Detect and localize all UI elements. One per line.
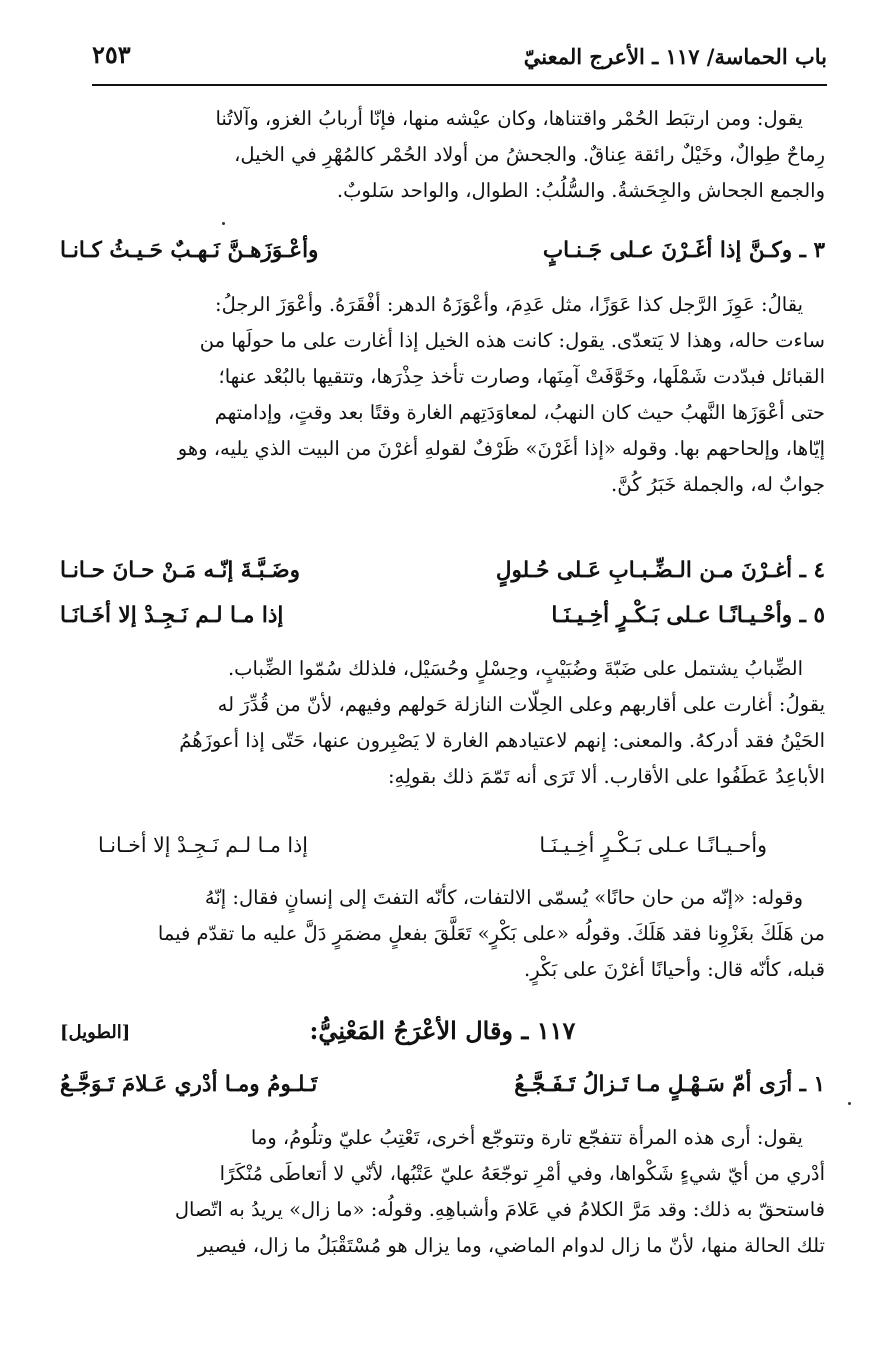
quoted-verse <box>98 833 767 869</box>
text-line: ساءت حاله، وهذا لا يَتعدّى. يقول: كانت هذه الخيل إذا أغارت على ما حولَها من <box>199 329 825 352</box>
text-line: يقول: ومن ارتبَط الحُمْر واقتناها، وكان عيْشه منها، فإنّا أربابُ الغزو، وآلاتُنا <box>215 107 803 130</box>
verse-first-hemistich: وأحـيـانًـا عـلى بَـكْـرٍ أخِـيـنَـا <box>539 833 767 857</box>
section-heading <box>60 1014 825 1058</box>
running-title: باب الحماسة/ ١١٧ ـ الأعرج المعنيّ <box>523 44 827 69</box>
commentary-paragraph-1 <box>60 101 825 209</box>
text-line: يقول: أرى هذه المرأة تتفجّع تارة وتتوجّع أخرى، تَعْتِبُ عليّ وتلُومُ، وما <box>250 1126 803 1149</box>
verse-4 <box>60 558 825 594</box>
text-line: والجمع الجحاش والجِحَشةُ. والسُّلُبُ: الطوال، والواحد سَلوبٌ. <box>336 179 825 202</box>
verse-first-hemistich: ٤ ـ أغـرْنَ مـن الـضِّـبـابِ عَـلى حُـلولٍ <box>495 558 825 583</box>
text-line: الحَيْنُ فقد أدركهُ. والمعنى: إنهم لاعتيادهم الغارة لا يَصْبِرون عنها، حَتّى إذا أعوزَهُمُ <box>179 729 825 752</box>
verse-first-hemistich: ١ ـ أرَى أمّ سَـهْـلٍ مـا تَـزالُ تَـفَـجَّـعُ <box>514 1072 825 1097</box>
commentary-paragraph-5 <box>60 1120 825 1264</box>
print-speck <box>222 222 225 225</box>
text-line: الأباعِدُ عَطَفُوا على الأقارب. ألا تَرَى أنه تَمّمَ ذلك بقولِهِ: <box>387 765 825 788</box>
text-line: تلك الحالة منها، لأنّ ما زال لدوام الماضي، وما يزال هو مُسْتَقْبَلُ ما زال، فيصير <box>197 1234 825 1257</box>
commentary-paragraph-3 <box>60 651 825 795</box>
text-line: أدْري من أيّ شيءٍ شَكْواها، وفي أمْرِ توجّعَهُ عليّ عَتْبُها، لأنّي لا أتعاطَى مُنْكَرًا <box>219 1162 825 1185</box>
text-line: من هَلَكَ بغَزْوِنا فقد هَلَكَ. وقولُه «على بَكْرٍ» تَعَلَّقَ بفعلٍ مضمَرٍ دَلَّ عليه ما تقدّم فيما <box>157 922 825 945</box>
poetic-meter-label: [الطويل] <box>60 1022 131 1043</box>
verse-second-hemistich: وأعْـوَزَهـنَّ نَـهـبٌ حَـيـثُ كـانـا <box>60 238 319 263</box>
verse-second-hemistich: إذا مـا لـم نَـجِـدْ إلا أخـانـا <box>98 833 308 857</box>
verse-second-hemistich: تَـلـومُ ومـا أدْري عَـلامَ تَـوَجَّـعُ <box>60 1072 318 1097</box>
verse-5 <box>60 603 825 639</box>
page-header <box>92 38 827 86</box>
commentary-paragraph-2 <box>60 287 825 503</box>
text-line: جوابٌ له، والجملة خَبَرُ كُنَّ. <box>611 473 825 496</box>
page-number: ٢٥٣ <box>92 40 131 69</box>
verse-3 <box>60 238 825 274</box>
text-line: الضِّبابُ يشتمل على ضَبّةَ وضُبَيْبٍ، وحِسْلٍ وحُسَيْل، فلذلك سُمّوا الضِّباب. <box>227 657 803 680</box>
print-speck <box>848 1102 851 1105</box>
section-title: ١١٧ ـ وقال الأعْرَجُ المَعْنِيُّ: <box>309 1016 576 1045</box>
text-line: وقوله: «إنّه من حان حانًا» يُسمّى الالتفات، كأنّه التفتَ إلى إنسانٍ فقال: إنّهُ <box>204 886 803 909</box>
verse-first-hemistich: ٣ ـ وكـنَّ إذا أغَـرْنَ عـلى جَـنـابٍ <box>542 238 825 263</box>
verse-first-hemistich: ٥ ـ وأحْـيـانًـا عـلى بَـكْـرٍ أخِـيـنَـا <box>551 603 825 628</box>
verse-section-1 <box>60 1072 825 1108</box>
text-line: رِماحٌ طِوالٌ، وخَيْلٌ رائقة عِناقٌ. والجحشُ من أولاد الحُمْر كالمُهْرِ في الخيل، <box>234 143 825 166</box>
verse-second-hemistich: وضَـبَّـةَ إنّـه مَـنْ حـانَ حـانـا <box>60 558 301 583</box>
text-line: يقالُ: عَوِزَ الرَّجل كذا عَوَزًا، مثل عَدِمَ، وأعْوَزَهُ الدهر: أفْقَرَهُ. وأعْوَزَ الرجلُ: <box>215 293 803 316</box>
text-line: قبله، كأنّه قال: وأحيانًا أغرْنَ على بَكْرٍ. <box>524 958 825 981</box>
text-line: القبائل فبدّدت شَمْلَها، وخَوَّفَتْ آمِنَها، وصارت تأخذ حِذْرَها، وتتقيها بالبُعْد عنها؛ <box>218 365 825 388</box>
verse-second-hemistich: إذا مـا لـم نَـجِـدْ إلا أخَـانَـا <box>60 603 284 628</box>
text-line: فاستحقّ به ذلك: وقد مَرَّ الكلامُ في عَلامَ وأشباهِهِ. وقولُه: «ما زال» يريدُ به اتّصال <box>174 1198 825 1221</box>
text-line: يقولُ: أغارت على أقاربهم وعلى الحِلّات النازلة حَولهم وفيهم، لأنّ من قُدِّرَ له <box>217 693 825 716</box>
text-line: إيّاها، وإلحاحهم بها. وقوله «إذا أغَرْنَ» ظَرْفٌ لقولهِ أغرْنَ من البيت الذي يليه، وهو <box>177 437 825 460</box>
commentary-paragraph-4 <box>60 880 825 988</box>
text-line: حتى أعْوَزَها النَّهبُ حيث كان النهبُ، لمعاوَدَتِهم الغارة وقتًا بعد وقتٍ، وإدامتهم <box>214 401 825 424</box>
